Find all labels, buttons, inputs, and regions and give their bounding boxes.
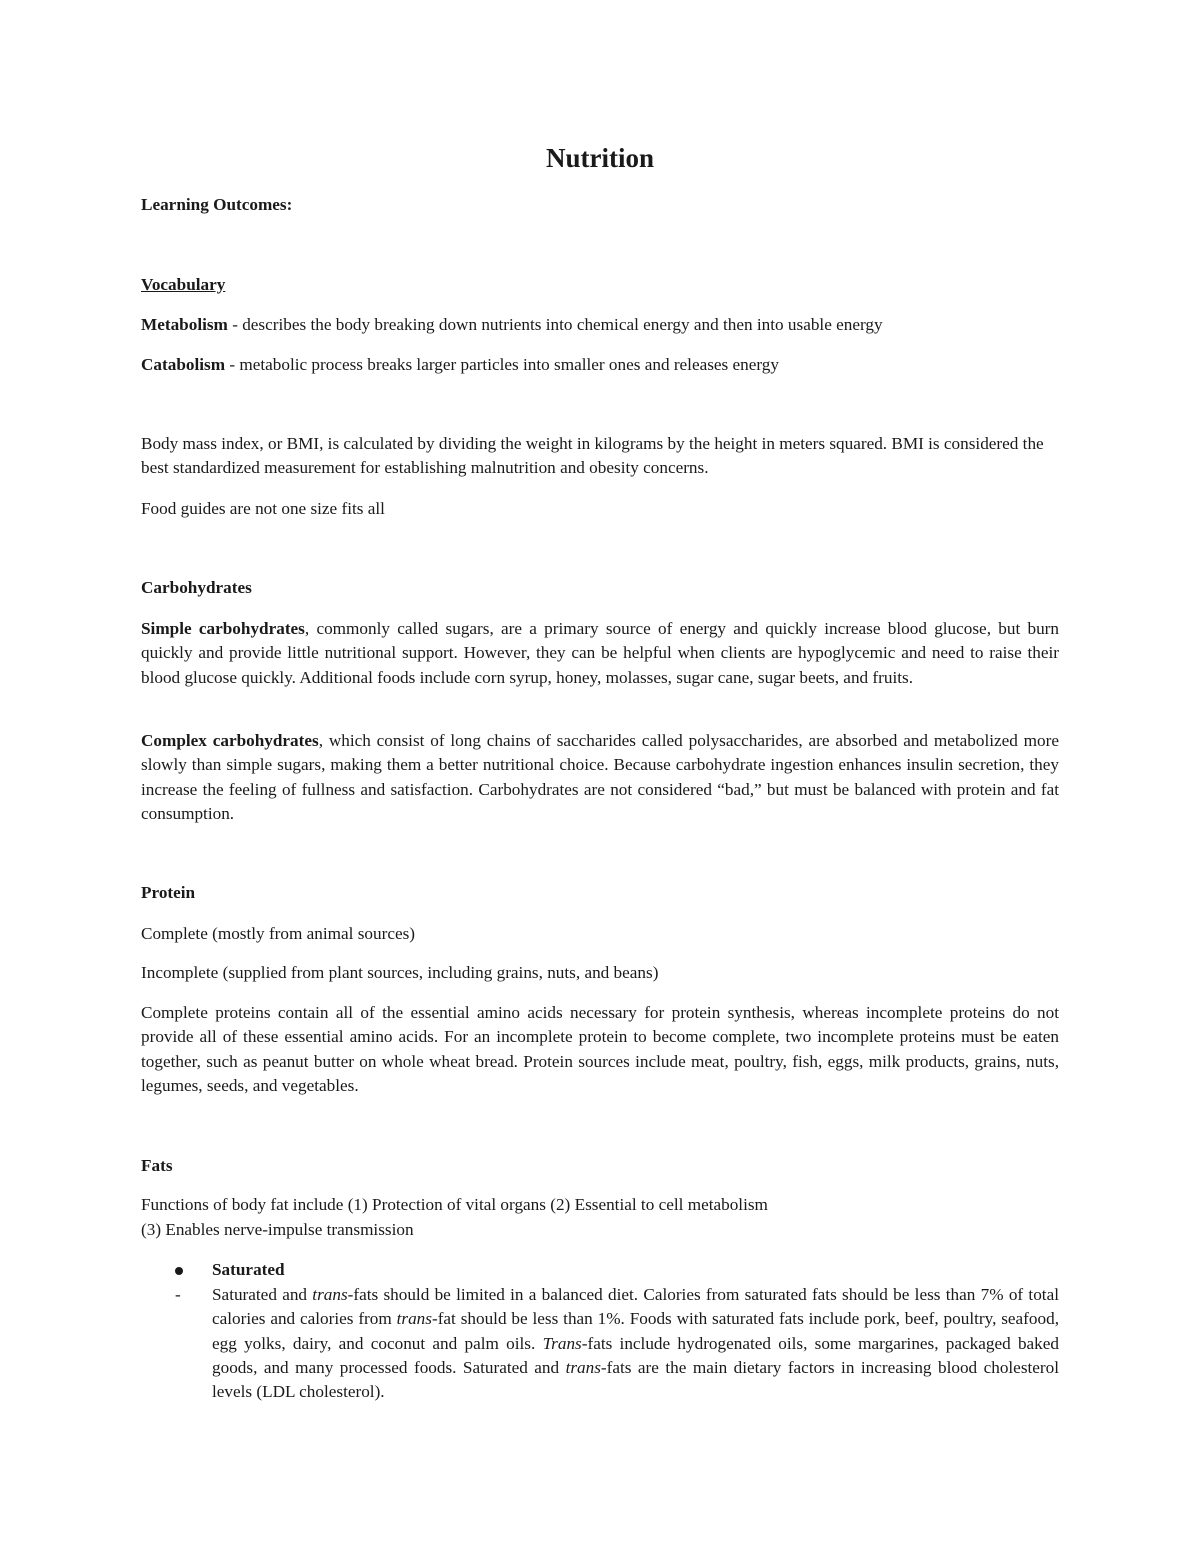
saturated-text-part: -fats include hydrogenated oils, some margarines, packaged baked goods, and many processed foods. Saturated and — [212, 1333, 1059, 1377]
bullet-icon — [175, 1258, 195, 1282]
simple-carbohydrates-text: , commonly called sugars, are a primary source of energy and quickly increase blood glucose, but burn quickly and provide little nutritional support. However, they can be helpful when clients are hypoglycemic and need to raise their blood glucose quickly. Additional foods include corn syrup, honey, molasses, sugar cane, sugar beets, and fruits. — [141, 619, 1059, 687]
page-title: Nutrition — [546, 143, 654, 173]
complex-carbohydrates-text: , which consist of long chains of saccharides called polysaccharides, are absorbed and metabolized more slowly than simple sugars, making them a better nutritional choice. Because carbohydrate ingestion enhances insulin secretion, they increase the feeling of fullness and satisfaction. Carbohydrates are not considered “bad,” but must be balanced with protein and fat consumption. — [141, 731, 1060, 823]
vocabulary-heading: Vocabulary — [141, 275, 226, 294]
saturated-text-part: Saturated and — [212, 1285, 313, 1304]
carbohydrates-heading: Carbohydrates — [141, 578, 252, 597]
bmi-paragraph: Body mass index, or BMI, is calculated by dividing the weight in kilograms by the height in meters squared. BMI is considered the best standardized measurement for establishing malnutrition and obesity concerns. — [141, 434, 1044, 478]
saturated-text-part: -fats are the main dietary factors in increasing blood cholesterol levels (LDL cholesterol). — [212, 1357, 1059, 1402]
simple-carbohydrates-paragraph — [141, 617, 1059, 690]
food-guides-text: Food guides are not one size fits all — [141, 499, 385, 518]
vocab-metabolism — [141, 313, 1059, 337]
fats-functions-line-1: Functions of body fat include (1) Protection of vital organs (2) Essential to cell metabolism — [141, 1195, 768, 1214]
protein-incomplete: Incomplete (supplied from plant sources, including grains, nuts, and beans) — [141, 963, 659, 982]
simple-carbohydrates-term: Simple carbohydrates — [141, 619, 305, 638]
vocab-term-metabolism: Metabolism — [141, 315, 228, 334]
complex-carbohydrates-paragraph — [141, 729, 1059, 826]
saturated-detail-paragraph — [212, 1283, 1059, 1404]
dash-marker: - — [175, 1285, 181, 1304]
saturated-label: Saturated — [212, 1260, 285, 1279]
vocab-definition-catabolism: - metabolic process breaks larger particles into smaller ones and releases energy — [225, 355, 779, 374]
trans-italic: trans — [312, 1285, 348, 1304]
trans-italic: trans — [396, 1309, 432, 1329]
trans-italic: Trans — [542, 1333, 582, 1353]
vocab-term-catabolism: Catabolism — [141, 355, 226, 374]
trans-italic: trans — [565, 1357, 601, 1377]
saturated-text-part: -fat should be less than 1%. Foods with saturated fats include pork, beef, poultry, seafood, egg yolks, dairy, and coconut and palm oils. — [212, 1309, 1059, 1353]
learning-outcomes-heading: Learning Outcomes: — [141, 195, 293, 214]
vocab-catabolism — [141, 353, 1059, 377]
complex-carbohydrates-term: Complex carbohydrates — [141, 731, 319, 750]
saturated-text-part: -fats should be limited in a balanced diet. Calories from saturated fats should be less than 7% of total calories and calories from — [212, 1285, 1059, 1329]
protein-heading: Protein — [141, 883, 196, 902]
fats-functions-line-2: (3) Enables nerve-impulse transmission — [141, 1220, 414, 1239]
vocab-definition-metabolism: - describes the body breaking down nutrients into chemical energy and then into usable energy — [227, 315, 883, 334]
protein-paragraph: Complete proteins contain all of the essential amino acids necessary for protein synthesis, whereas incomplete proteins do not provide all of these essential amino acids. For an incomplete protein to become complete, two incomplete proteins must be eaten together, such as peanut butter on whole wheat bread. Protein sources include meat, poultry, fish, eggs, milk products, grains, nuts, legumes, seeds, and vegetables. — [141, 1003, 1059, 1095]
fats-heading: Fats — [141, 1156, 173, 1175]
protein-complete: Complete (mostly from animal sources) — [141, 924, 415, 943]
